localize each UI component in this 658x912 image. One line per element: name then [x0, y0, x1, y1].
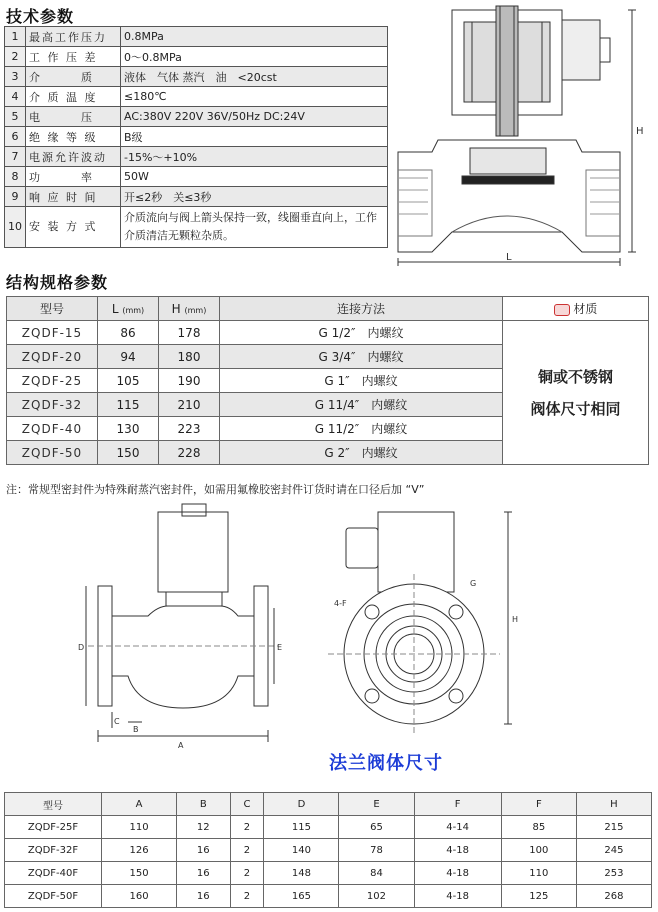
table-cell: 12 — [177, 816, 230, 839]
table-cell: 84 — [339, 862, 414, 885]
table-row — [5, 107, 388, 127]
connection-cell: G 1″ 内螺纹 — [220, 369, 503, 393]
table-row — [5, 839, 652, 862]
table-header-row — [7, 297, 649, 321]
table-cell: 125 — [501, 885, 576, 908]
col-header: F — [501, 793, 576, 816]
row-number: 1 — [5, 27, 26, 47]
l-cell: 86 — [98, 321, 159, 345]
table-row — [5, 47, 388, 67]
connection-cell: G 2″ 内螺纹 — [220, 441, 503, 465]
param-name: 介 质 温 度 — [26, 87, 121, 107]
table-cell: 16 — [177, 885, 230, 908]
col-header: D — [264, 793, 339, 816]
row-number: 8 — [5, 167, 26, 187]
row-number: 10 — [5, 207, 26, 248]
row-number: 4 — [5, 87, 26, 107]
model-cell: ZQDF-25 — [7, 369, 98, 393]
flange-title: 法兰阀体尺寸 — [329, 753, 443, 774]
param-value: 液体 气体 蒸汽 油 <20cst — [121, 67, 388, 87]
row-number: 3 — [5, 67, 26, 87]
table-cell: 126 — [102, 839, 177, 862]
param-value: 0～0.8MPa — [121, 47, 388, 67]
l-cell: 150 — [98, 441, 159, 465]
table-row — [5, 167, 388, 187]
table-cell: 78 — [339, 839, 414, 862]
table-cell: 102 — [339, 885, 414, 908]
col-header-material: 材质 — [503, 297, 649, 321]
row-number: 2 — [5, 47, 26, 67]
col-header: C — [230, 793, 264, 816]
h-cell: 228 — [159, 441, 220, 465]
table-cell: ZQDF-25F — [5, 816, 102, 839]
param-name: 电源允许波动 — [26, 147, 121, 167]
row-number: 9 — [5, 187, 26, 207]
dim-label-h2: H — [512, 615, 519, 624]
table-row — [5, 87, 388, 107]
table-cell: 2 — [230, 862, 264, 885]
col-header-l: L (mm) — [98, 297, 159, 321]
table-cell: 253 — [576, 862, 651, 885]
valve-icon — [554, 304, 570, 316]
table-cell: 85 — [501, 816, 576, 839]
model-cell: ZQDF-15 — [7, 321, 98, 345]
table-cell: 4-14 — [414, 816, 501, 839]
dim-label-d: D — [78, 643, 85, 652]
table-row — [5, 816, 652, 839]
dim-label-b: B — [133, 725, 139, 734]
param-value: 0.8MPa — [121, 27, 388, 47]
h-cell: 180 — [159, 345, 220, 369]
model-cell: ZQDF-40 — [7, 417, 98, 441]
table-row — [5, 147, 388, 167]
connection-cell: G 11/2″ 内螺纹 — [220, 417, 503, 441]
param-name: 介 质 — [26, 67, 121, 87]
col-header: E — [339, 793, 414, 816]
h-cell: 190 — [159, 369, 220, 393]
table-row — [5, 67, 388, 87]
flange-valve-drawing — [78, 498, 528, 748]
tech-params-table — [4, 26, 388, 248]
table-cell: 150 — [102, 862, 177, 885]
l-cell: 130 — [98, 417, 159, 441]
structure-title: 结构规格参数 — [6, 273, 109, 292]
param-value: AC:380V 220V 36V/50Hz DC:24V — [121, 107, 388, 127]
param-value: B级 — [121, 127, 388, 147]
table-cell: 4-18 — [414, 862, 501, 885]
dim-label-c: C — [114, 717, 120, 726]
table-cell: ZQDF-50F — [5, 885, 102, 908]
table-cell: 160 — [102, 885, 177, 908]
col-header: A — [102, 793, 177, 816]
param-value: 50W — [121, 167, 388, 187]
table-cell: 65 — [339, 816, 414, 839]
col-header-model: 型号 — [7, 297, 98, 321]
table-cell: ZQDF-32F — [5, 839, 102, 862]
material-text: 铜或不锈钢 — [537, 367, 613, 386]
table-cell: 2 — [230, 816, 264, 839]
table-cell: 4-18 — [414, 839, 501, 862]
col-header: F — [414, 793, 501, 816]
table-row — [5, 862, 652, 885]
table-cell: 4-18 — [414, 885, 501, 908]
table-cell: 268 — [576, 885, 651, 908]
table-row — [5, 207, 388, 248]
param-value: -15%～+10% — [121, 147, 388, 167]
table-cell: 215 — [576, 816, 651, 839]
param-value: 开≤2秒 关≤3秒 — [121, 187, 388, 207]
table-cell: 16 — [177, 862, 230, 885]
table-row — [5, 187, 388, 207]
table-cell: 245 — [576, 839, 651, 862]
param-name: 最高工作压力 — [26, 27, 121, 47]
l-cell: 105 — [98, 369, 159, 393]
connection-cell: G 1/2″ 内螺纹 — [220, 321, 503, 345]
valve-section-drawing — [392, 0, 658, 268]
dim-label-a: A — [178, 741, 184, 748]
table-cell: 140 — [264, 839, 339, 862]
param-name: 响 应 时 间 — [26, 187, 121, 207]
col-header-h: H (mm) — [159, 297, 220, 321]
param-name: 功 率 — [26, 167, 121, 187]
dim-label-h: H — [636, 126, 644, 137]
h-cell: 210 — [159, 393, 220, 417]
table-row — [5, 885, 652, 908]
param-name: 工 作 压 差 — [26, 47, 121, 67]
param-value: 介质流向与阀上箭头保持一致，线圈垂直向上，工作介质清洁无颗粒杂质。 — [121, 207, 388, 248]
table-cell: 100 — [501, 839, 576, 862]
row-number: 5 — [5, 107, 26, 127]
table-cell: 115 — [264, 816, 339, 839]
model-cell: ZQDF-20 — [7, 345, 98, 369]
table-cell: 2 — [230, 839, 264, 862]
param-name: 电 压 — [26, 107, 121, 127]
table-cell: 16 — [177, 839, 230, 862]
col-header-connection: 连接方法 — [220, 297, 503, 321]
material-cell — [503, 321, 649, 465]
flange-size-table — [4, 792, 652, 908]
param-name: 安 装 方 式 — [26, 207, 121, 248]
param-value: ≤180℃ — [121, 87, 388, 107]
table-cell: 110 — [501, 862, 576, 885]
h-cell: 178 — [159, 321, 220, 345]
table-cell: ZQDF-40F — [5, 862, 102, 885]
l-cell: 115 — [98, 393, 159, 417]
table-cell: 110 — [102, 816, 177, 839]
table-cell: 148 — [264, 862, 339, 885]
dim-label-g: G — [470, 579, 477, 588]
dim-label-4f: 4-F — [334, 599, 347, 608]
row-number: 6 — [5, 127, 26, 147]
table-cell: 165 — [264, 885, 339, 908]
connection-cell: G 3/4″ 内螺纹 — [220, 345, 503, 369]
model-cell: ZQDF-32 — [7, 393, 98, 417]
tech-params-title: 技术参数 — [6, 7, 75, 26]
col-header: 型号 — [5, 793, 102, 816]
dim-label-e: E — [277, 643, 283, 652]
param-name: 绝 缘 等 级 — [26, 127, 121, 147]
connection-cell: G 11/4″ 内螺纹 — [220, 393, 503, 417]
table-row — [7, 321, 649, 345]
row-number: 7 — [5, 147, 26, 167]
model-cell: ZQDF-50 — [7, 441, 98, 465]
col-header: H — [576, 793, 651, 816]
h-cell: 223 — [159, 417, 220, 441]
table-cell: 2 — [230, 885, 264, 908]
l-cell: 94 — [98, 345, 159, 369]
size-table — [6, 296, 649, 465]
table-row — [5, 27, 388, 47]
dim-label-l: L — [506, 252, 512, 263]
material-note: 阀体尺寸相同 — [530, 399, 621, 418]
table-row — [5, 127, 388, 147]
col-header: B — [177, 793, 230, 816]
seal-note: 注：常规型密封件为特殊耐蒸汽密封件，如需用氟橡胶密封件订货时请在口径后加 “V” — [6, 483, 425, 496]
table-header-row — [5, 793, 652, 816]
